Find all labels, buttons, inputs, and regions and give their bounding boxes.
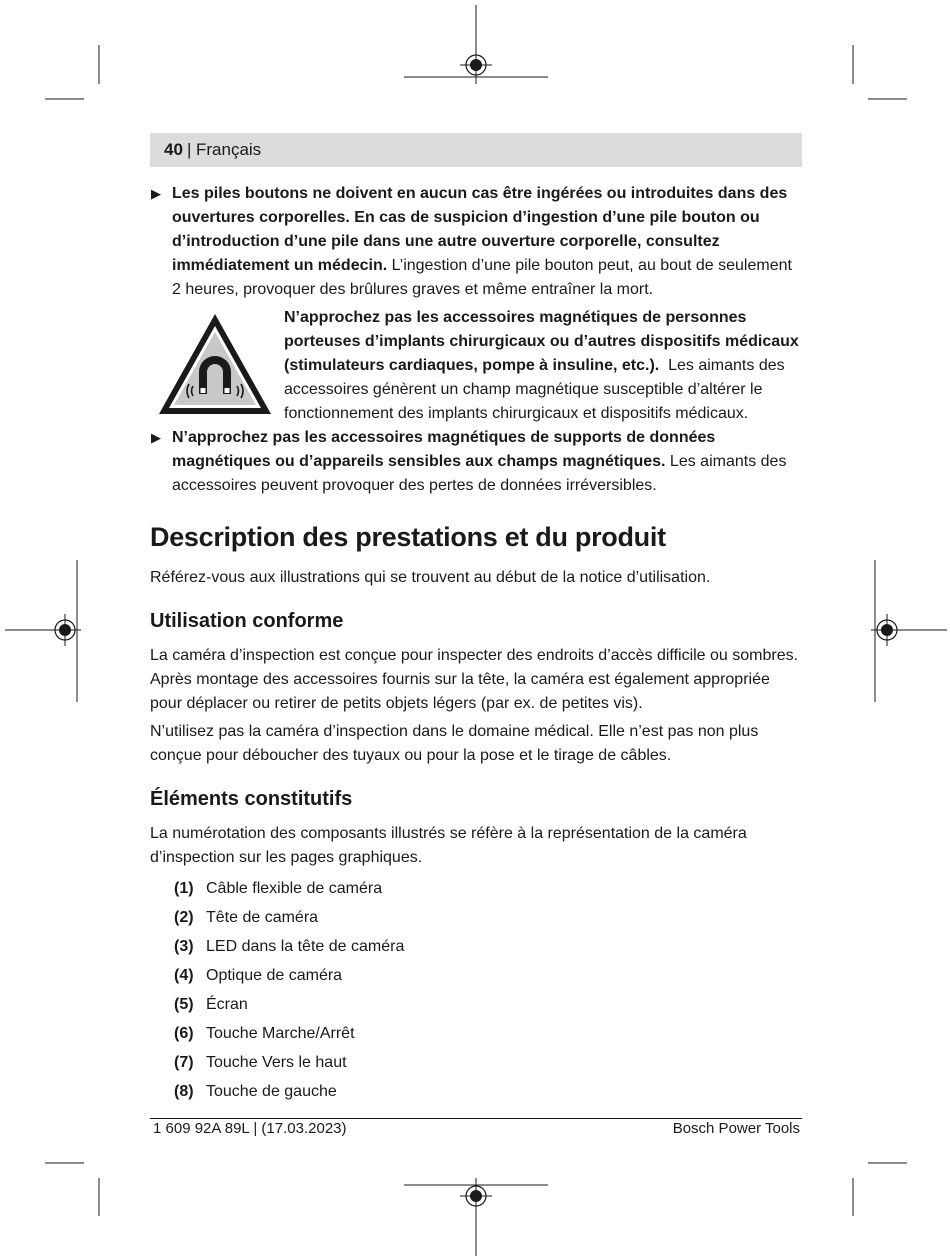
list-item: (1) Câble flexible de caméra	[174, 880, 383, 897]
warning-magnetic-data-bold: N’approchez pas les accessoires magnétiques de supports de données magnétiques ou d’appareils sensibles aux champs magnétiques.	[172, 429, 716, 470]
list-item: (8) Touche de gauche	[174, 1083, 337, 1100]
list-item: (3) LED dans la tête de caméra	[174, 938, 405, 955]
components-intro: La numérotation des composants illustrés se réfère à la représentation de la caméra d’inspection sur les pages graphiques.	[150, 825, 747, 866]
components-title: Éléments constitutifs	[150, 788, 353, 810]
intended-use-title: Utilisation conforme	[150, 610, 344, 632]
registration-target-right	[871, 614, 903, 646]
warning-magnetic-data	[150, 426, 802, 498]
components-list	[174, 874, 802, 1106]
list-item: (5) Écran	[174, 996, 248, 1013]
warning-battery-text: L’ingestion d’une pile bouton peut, au bout de seulement 2 heures, provoquer des brûlures graves et même entraîner la mort.	[172, 257, 792, 298]
footer-rule	[150, 1118, 802, 1119]
intended-use-paragraph-2: N’utilisez pas la caméra d’inspection dans le domaine médical. Elle n’est pas non plus conçue pour déboucher des tuyaux ou pour la pose et le tirage de câbles.	[150, 723, 759, 764]
warning-magnetic-implants-text	[284, 306, 802, 426]
warning-battery-bold: Les piles boutons ne doivent en aucun cas être ingérées ou introduites dans des ouvertures corporelles. En cas de suspicion d’ingestion d’une pile bouton ou d’introduction d’une pile dans une autre ouverture corporelle, consultez immédiatement un médecin.	[172, 185, 788, 274]
registration-target-top	[460, 49, 492, 81]
warning-magnetic-implants-bold: N’approchez pas les accessoires magnétiques de personnes porteuses d’implants chirurgicaux ou d’autres dispositifs médicaux (stimulateurs cardiaques, pompe à insuline, etc.).	[284, 309, 799, 374]
section-intro: Référez-vous aux illustrations qui se trouvent au début de la notice d’utilisation.	[150, 569, 711, 586]
warning-magnetic-data-text: Les aimants des accessoires peuvent provoquer des pertes de données irréversibles.	[172, 453, 787, 494]
list-item: (7) Touche Vers le haut	[174, 1054, 347, 1071]
warning-battery	[150, 182, 802, 302]
page-number: 40	[164, 140, 183, 159]
list-item: (4) Optique de caméra	[174, 967, 343, 984]
magnet-warning-icon	[155, 310, 275, 418]
bullet-triangle-icon: ▶	[151, 186, 161, 201]
page-header	[150, 133, 802, 167]
intended-use-paragraph-1: La caméra d’inspection est conçue pour inspecter des endroits d’accès difficile ou sombres. Après montage des accessoires fournis sur la tête, la caméra est également appropriée pour déplacer ou retirer de petits objets légers (par ex. de petites vis).	[150, 647, 799, 712]
list-item: (6) Touche Marche/Arrêt	[174, 1025, 355, 1042]
footer-doc-ref: 1 609 92A 89L | (17.03.2023)	[153, 1120, 347, 1137]
warning-magnetic-implants	[150, 306, 802, 424]
section-title: Description des prestations et du produit	[150, 522, 666, 552]
footer-brand: Bosch Power Tools	[672, 1120, 800, 1137]
bullet-triangle-icon: ▶	[151, 430, 161, 445]
warning-magnetic-implants-normal: Les aimants des accessoires génèrent un champ magnétique susceptible d’altérer le fonctionnement des implants chirurgicaux et dispositifs médicaux.	[284, 357, 790, 422]
list-item: (2) Tête de caméra	[174, 909, 319, 926]
header-language: Français	[196, 140, 262, 159]
header-separator: |	[187, 140, 192, 159]
page-content	[150, 182, 802, 1106]
registration-target-left	[49, 614, 81, 646]
